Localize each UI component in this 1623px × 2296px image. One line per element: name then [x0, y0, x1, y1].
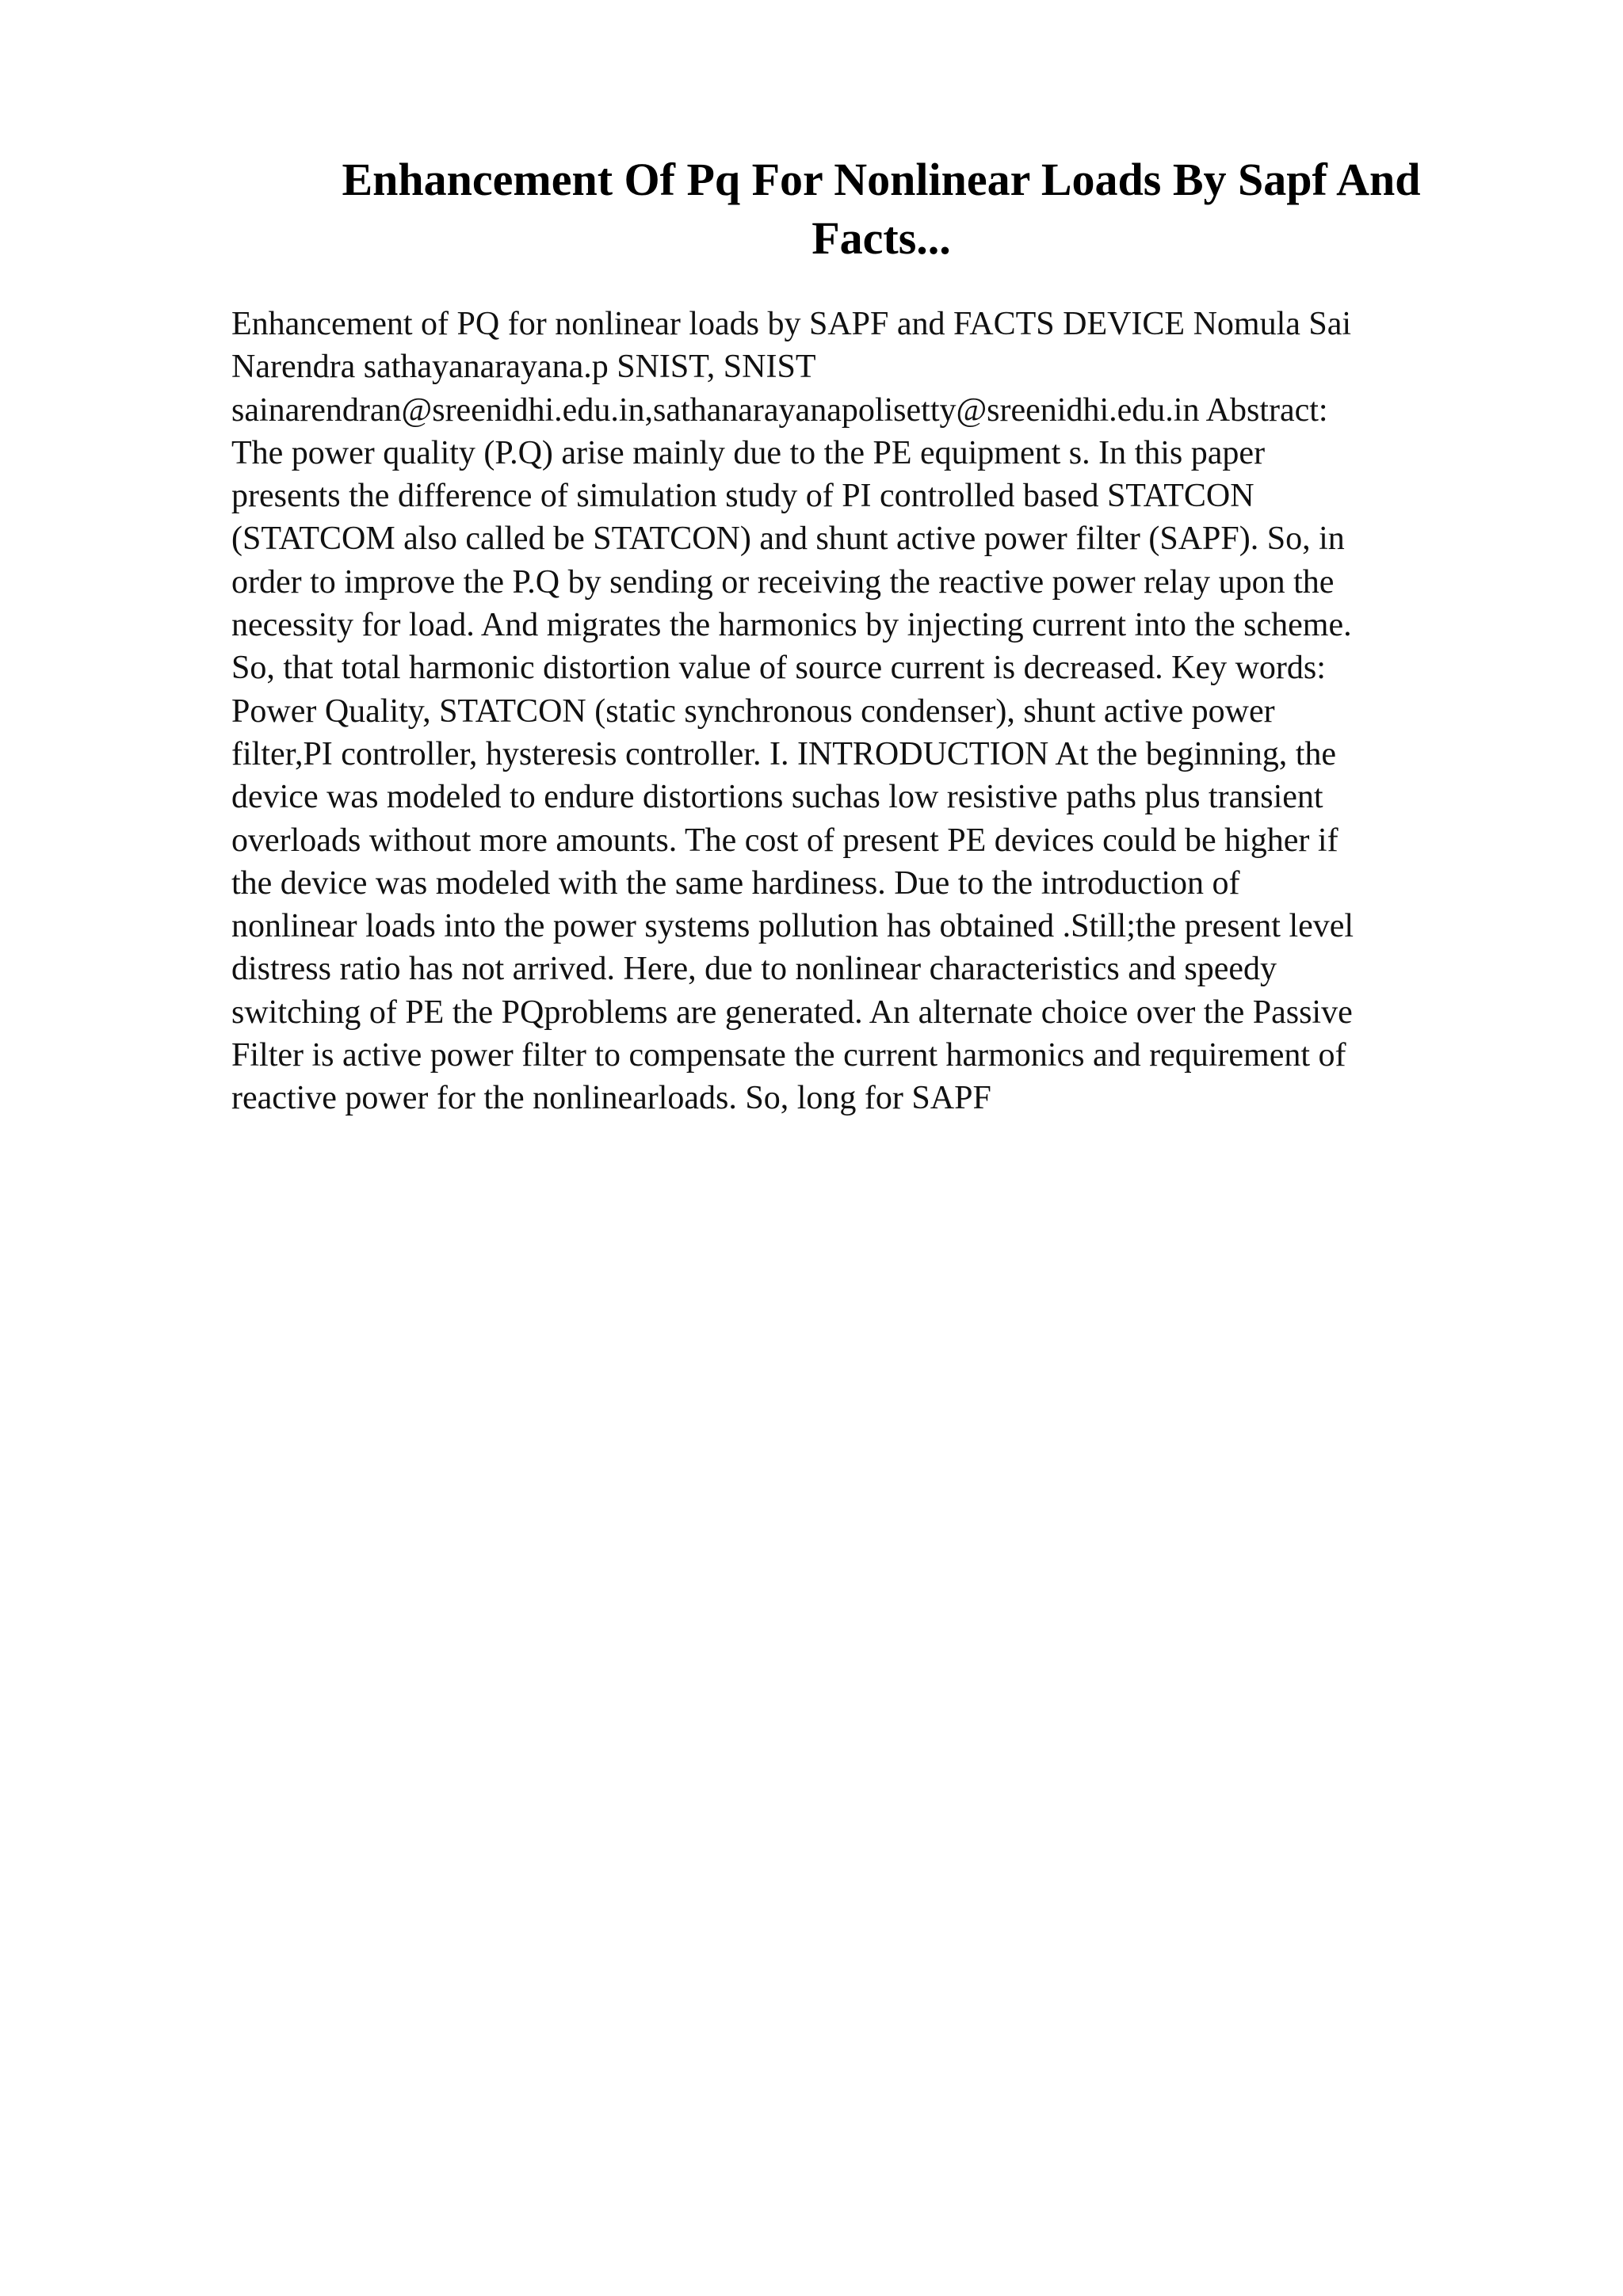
- body-line: device was modeled to endure distortions suchas low resistive paths plus transient: [231, 779, 1323, 816]
- body-line: Filter is active power filter to compensate the current harmonics and requirement of: [231, 1037, 1346, 1074]
- body-line: Narendra sathayanarayana.p SNIST, SNIST: [231, 349, 816, 386]
- body-line: sainarendran@sreenidhi.edu.in,sathanarayanapolisetty@sreenidhi.edu.in Abstract:: [231, 391, 1328, 429]
- title-line: Facts...: [812, 212, 951, 264]
- body-line: necessity for load. And migrates the harmonics by injecting current into the scheme.: [231, 607, 1352, 644]
- body-line: Enhancement of PQ for nonlinear loads by SAPF and FACTS DEVICE Nomula Sai: [231, 306, 1352, 342]
- body-line: distress ratio has not arrived. Here, due to nonlinear characteristics and speedy: [231, 951, 1277, 988]
- body-line: Power Quality, STATCON (static synchronous condenser), shunt active power: [231, 692, 1275, 730]
- document-title: [231, 151, 1531, 268]
- body-line: order to improve the P.Q by sending or receiving the reactive power relay upon the: [231, 563, 1335, 601]
- body-line: So, that total harmonic distortion value of source current is decreased. Key words:: [231, 650, 1326, 687]
- body-line: nonlinear loads into the power systems pollution has obtained .Still;the present level: [231, 908, 1354, 945]
- body-line: The power quality (P.Q) arise mainly due to the PE equipment s. In this paper: [231, 434, 1266, 471]
- body-line: presents the difference of simulation study of PI controlled based STATCON: [231, 478, 1254, 515]
- body-line: the device was modeled with the same hardiness. Due to the introduction of: [231, 864, 1240, 902]
- title-line: Enhancement Of Pq For Nonlinear Loads By Sapf And: [342, 154, 1421, 205]
- body-line: reactive power for the nonlinearloads. So, long for SAPF: [231, 1080, 991, 1117]
- body-line: switching of PE the PQproblems are generated. An alternate choice over the Passive: [231, 994, 1353, 1031]
- body-line: filter,PI controller, hysteresis controller. I. INTRODUCTION At the beginning, the: [231, 735, 1337, 772]
- document-body: [231, 303, 1499, 1120]
- body-line: (STATCOM also called be STATCON) and shunt active power filter (SAPF). So, in: [231, 521, 1345, 558]
- body-line: overloads without more amounts. The cost of present PE devices could be higher if: [231, 822, 1338, 859]
